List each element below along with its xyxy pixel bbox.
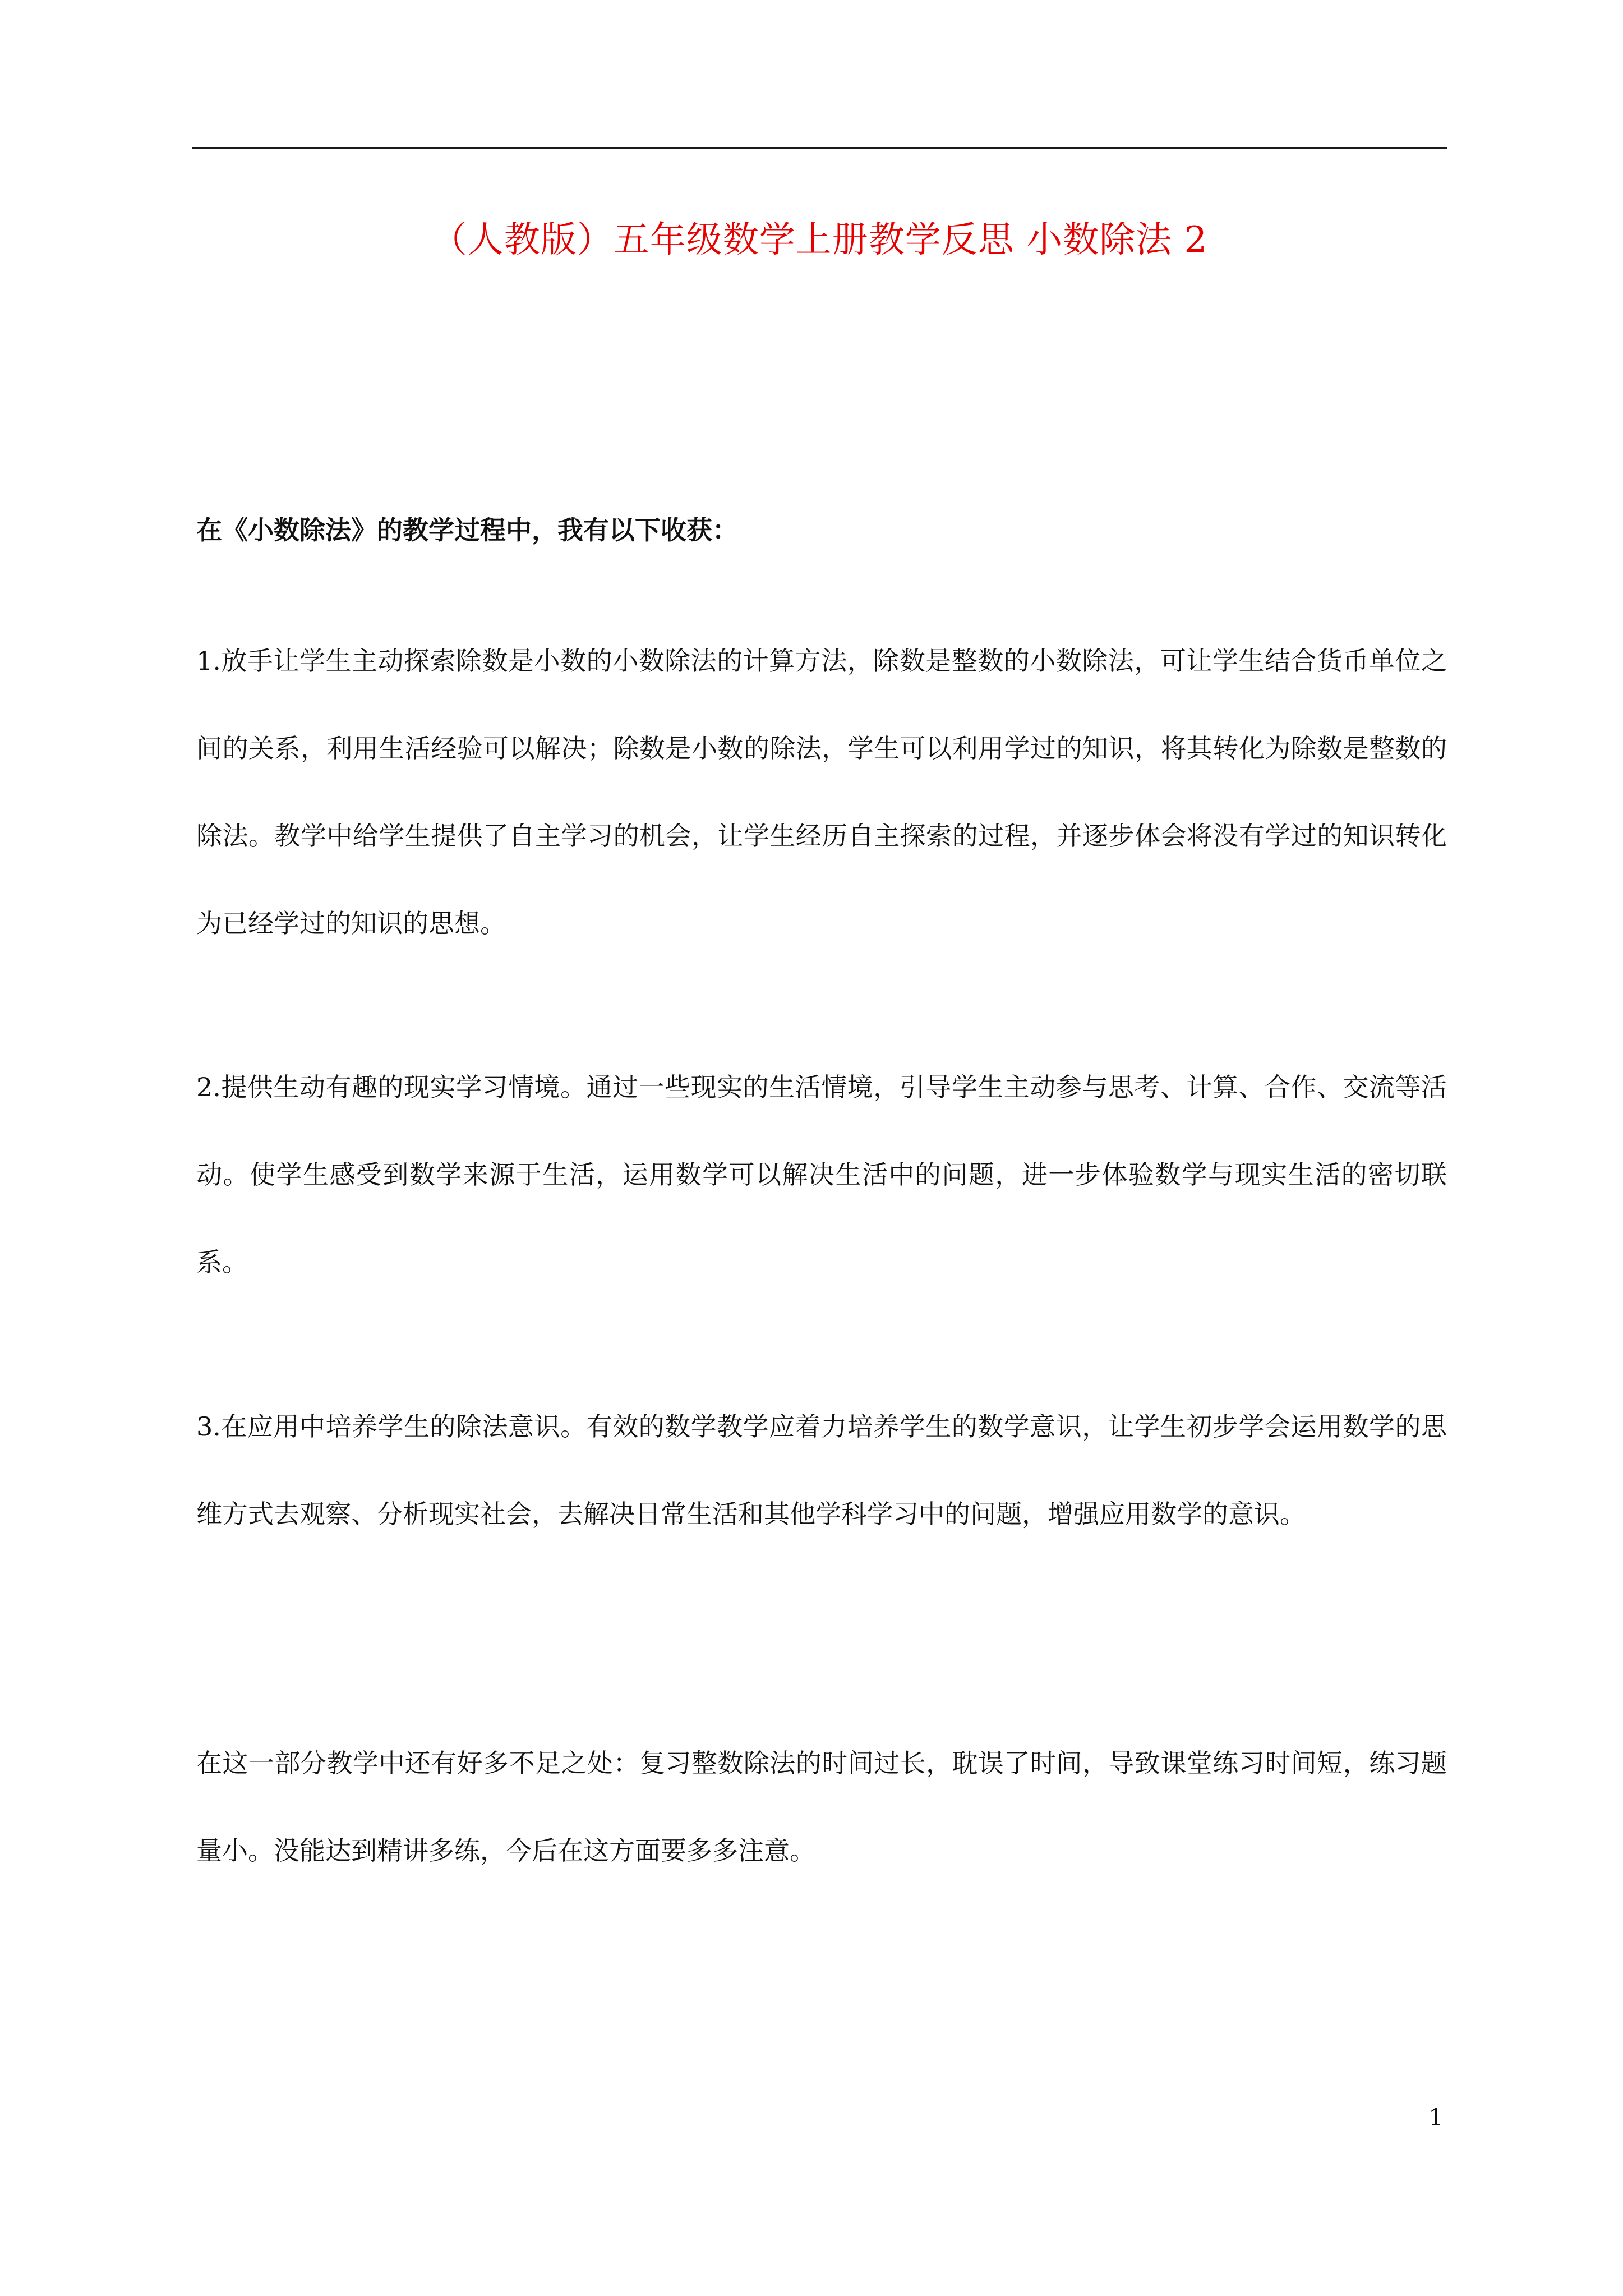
paragraph-2: 2.提供生动有趣的现实学习情境。通过一些现实的生活情境，引导学生主动参与思考、计算、合作、交流等活动。使学生感受到数学来源于生活，运用数学可以解决生活中的问题，进一步体验数学与现实生活的密切联系。	[196, 1072, 1447, 1277]
header-rule	[192, 147, 1447, 149]
intro-heading: 在《小数除法》的教学过程中，我有以下收获：	[196, 515, 738, 545]
paragraph-1: 1.放手让学生主动探索除数是小数的小数除法的计算方法，除数是整数的小数除法，可让学生结合货币单位之间的关系，利用生活经验可以解决；除数是小数的除法，学生可以利用学过的知识，将其转化为除数是整数的除法。教学中给学生提供了自主学习的机会，让学生经历自主探索的过程，并逐步体会将没有学过的知识转化为已经学过的知识的思想。	[196, 646, 1447, 938]
document-title: （人教版）五年级数学上册教学反思 小数除法 2	[431, 219, 1208, 261]
paragraph-4: 在这一部分教学中还有好多不足之处：复习整数除法的时间过长，耽误了时间，导致课堂练习时间短，练习题量小。没能达到精讲多练，今后在这方面要多多注意。	[196, 1748, 1447, 1866]
page-number: 1	[1428, 2104, 1444, 2131]
paragraph-3: 3.在应用中培养学生的除法意识。有效的数学教学应着力培养学生的数学意识，让学生初步学会运用数学的思维方式去观察、分析现实社会，去解决日常生活和其他学科学习中的问题，增强应用数学的意识。	[196, 1411, 1447, 1529]
